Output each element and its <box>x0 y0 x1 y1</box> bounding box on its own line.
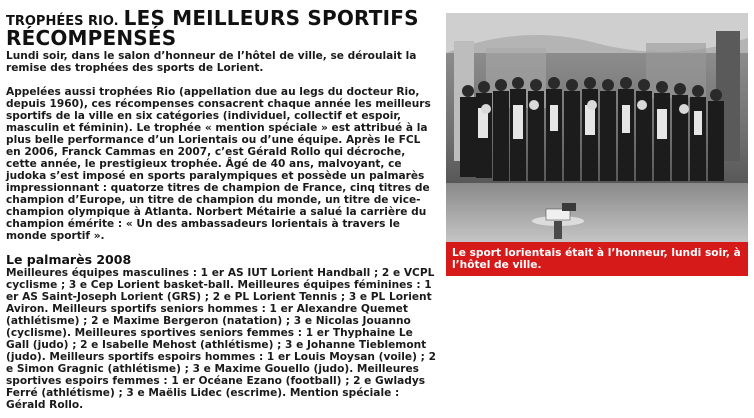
palmares-heading: Le palmarès 2008 <box>6 252 132 267</box>
kicker: TROPHÉES RIO. <box>6 14 119 29</box>
lead-paragraph: Lundi soir, dans le salon d’honneur de l’hôtel de ville, se déroulait la remise des trophées des sports de Lorient. <box>6 50 417 74</box>
photo-caption: Le sport lorientais était à l’honneur, lundi soir, à l’hôtel de ville. <box>446 242 748 276</box>
group-photo <box>446 13 748 242</box>
palmares-paragraph: Meilleures équipes masculines : 1 er AS IUT Lorient Handball ; 2 e VCPL cyclisme ; 3 e Cep Lorient basket-ball. Meilleures équipes féminines : 1 er AS Saint-Joseph Lorient (GRS) ; 2 e PL Lorient Tennis ; 3 e PL Lorient Aviron. Meilleurs sportifs seniors hommes : 1 er Alexandre Quemet (athlétisme) ; 2 e Maxime Bergeron (natation) ; 3 e Nicolas Jouanno (cyclisme). Meilleures sportives seniors femmes : 1 er Thyphaine Le Gall (judo) ; 2 e Isabelle Mehost (athlétisme) ; 3 e Johanne Tieblemont (judo). Meilleurs sportifs espoirs hommes : 1 er Louis Moysan (voile) ; 2 e Simon Gragnic (athlétisme) ; 3 e Maxime Gouello (judo). Meilleures sportives espoirs femmes : 1 er Océane Ezano (football) ; 2 e Gwladys Ferré (athlétisme) ; 3 e Maëlis Lidec (escrime). Mention spéciale : Gérald Rollo. <box>6 267 436 411</box>
headline <box>6 8 438 48</box>
article <box>6 8 438 411</box>
body-paragraph: Appelées aussi trophées Rio (appellation due au legs du docteur Rio, depuis 1960), ces récompenses consacrent chaque année les meilleurs sportifs de la ville en six catégories (individuel, collectif et espoir, masculin et féminin). Le trophée « mention spéciale » est attribué à la plus belle performance d’un Lorientais ou d’une équipe. Après le FCL en 2006, Franck Cammas en 2007, c’est Gérald Rollo qui décroche, cette année, le prestigieux trophée. Âgé de 40 ans, malvoyant, ce judoka s’est imposé en sports paralympiques et possède un palmarès impressionnant : quatorze titres de champion de France, cinq titres de champion d’Europe, un titre de champion du monde, un titre de vice-champion olympique à Atlanta. Norbert Métairie a salué la carrière du champion émérite : « Un des ambassadeurs lorientais à travers le monde sportif ». <box>6 86 431 242</box>
photo-figure <box>446 13 748 276</box>
article-title: LES MEILLEURS SPORTIFS RÉCOMPENSÉS <box>6 6 419 50</box>
